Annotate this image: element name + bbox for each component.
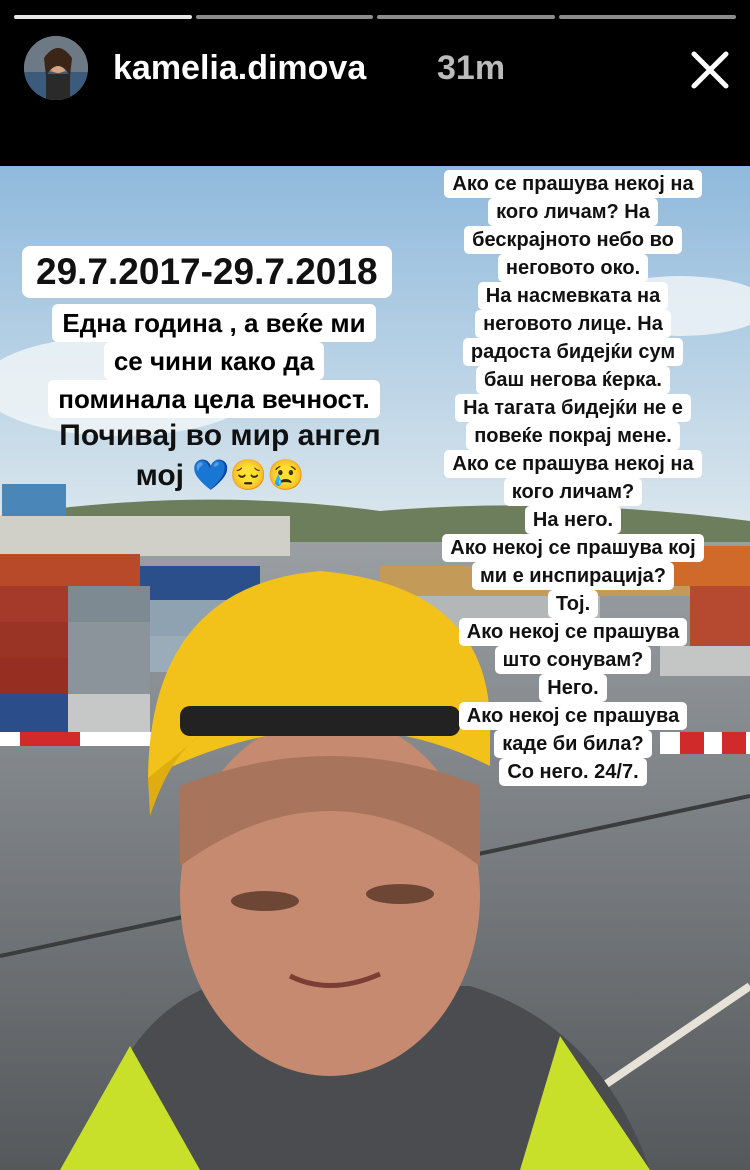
caption-line: На него. [525,506,621,534]
caption-line: што сонувам? [495,646,652,674]
story-timestamp: 31m [437,49,506,87]
caption-line: Тој. [548,590,598,618]
progress-segment [196,15,374,19]
caption-line: Една година , а веќе ми [52,304,375,342]
rip-line: Почивај во мир ангел [59,419,381,452]
caption-line: неговото лице. На [475,310,671,338]
left-caption [20,304,408,418]
caption-line: радоста бидејќи сум [463,338,683,366]
caption-line: повеќе покрај мене. [466,422,680,450]
caption-line: бескрајното небо во [464,226,682,254]
caption-line: кого личам? [504,478,643,506]
progress-segment [14,15,192,19]
caption-line: Ако некој се прашува [459,702,687,730]
progress-segment [377,15,555,19]
caption-line: Него. [539,674,606,702]
caption-line: Со него. 24/7. [499,758,646,786]
story-username[interactable]: kamelia.dimova [113,49,367,87]
caption-line: каде би била? [494,730,651,758]
caption-line: На насмевката на [478,282,668,310]
close-icon[interactable] [684,44,736,96]
caption-line: поминала цела вечност. [48,380,379,418]
caption-line: баш негова ќерка. [476,366,670,394]
caption-line: неговото око. [498,254,648,282]
caption-line: Ако некој се прашува [459,618,687,646]
caption-line: Ако се прашува некој на [444,450,701,478]
caption-line: Ако се прашува некој на [444,170,701,198]
rip-caption [40,416,400,496]
caption-line: На тагата бидејќи не е [455,394,691,422]
date-range-sticker[interactable]: 29.7.2017-29.7.2018 [22,246,392,298]
story-header [0,0,750,166]
progress-segment [559,15,737,19]
caption-line: Ако некој се прашува кој [442,534,704,562]
story-progress-bar [14,15,736,19]
avatar[interactable] [24,36,88,100]
right-caption [420,170,726,786]
caption-line: кого личам? На [488,198,658,226]
caption-line: се чини како да [104,342,324,380]
caption-line: ми е инспирација? [472,562,674,590]
rip-line: мој 💙😔😢 [135,459,305,492]
